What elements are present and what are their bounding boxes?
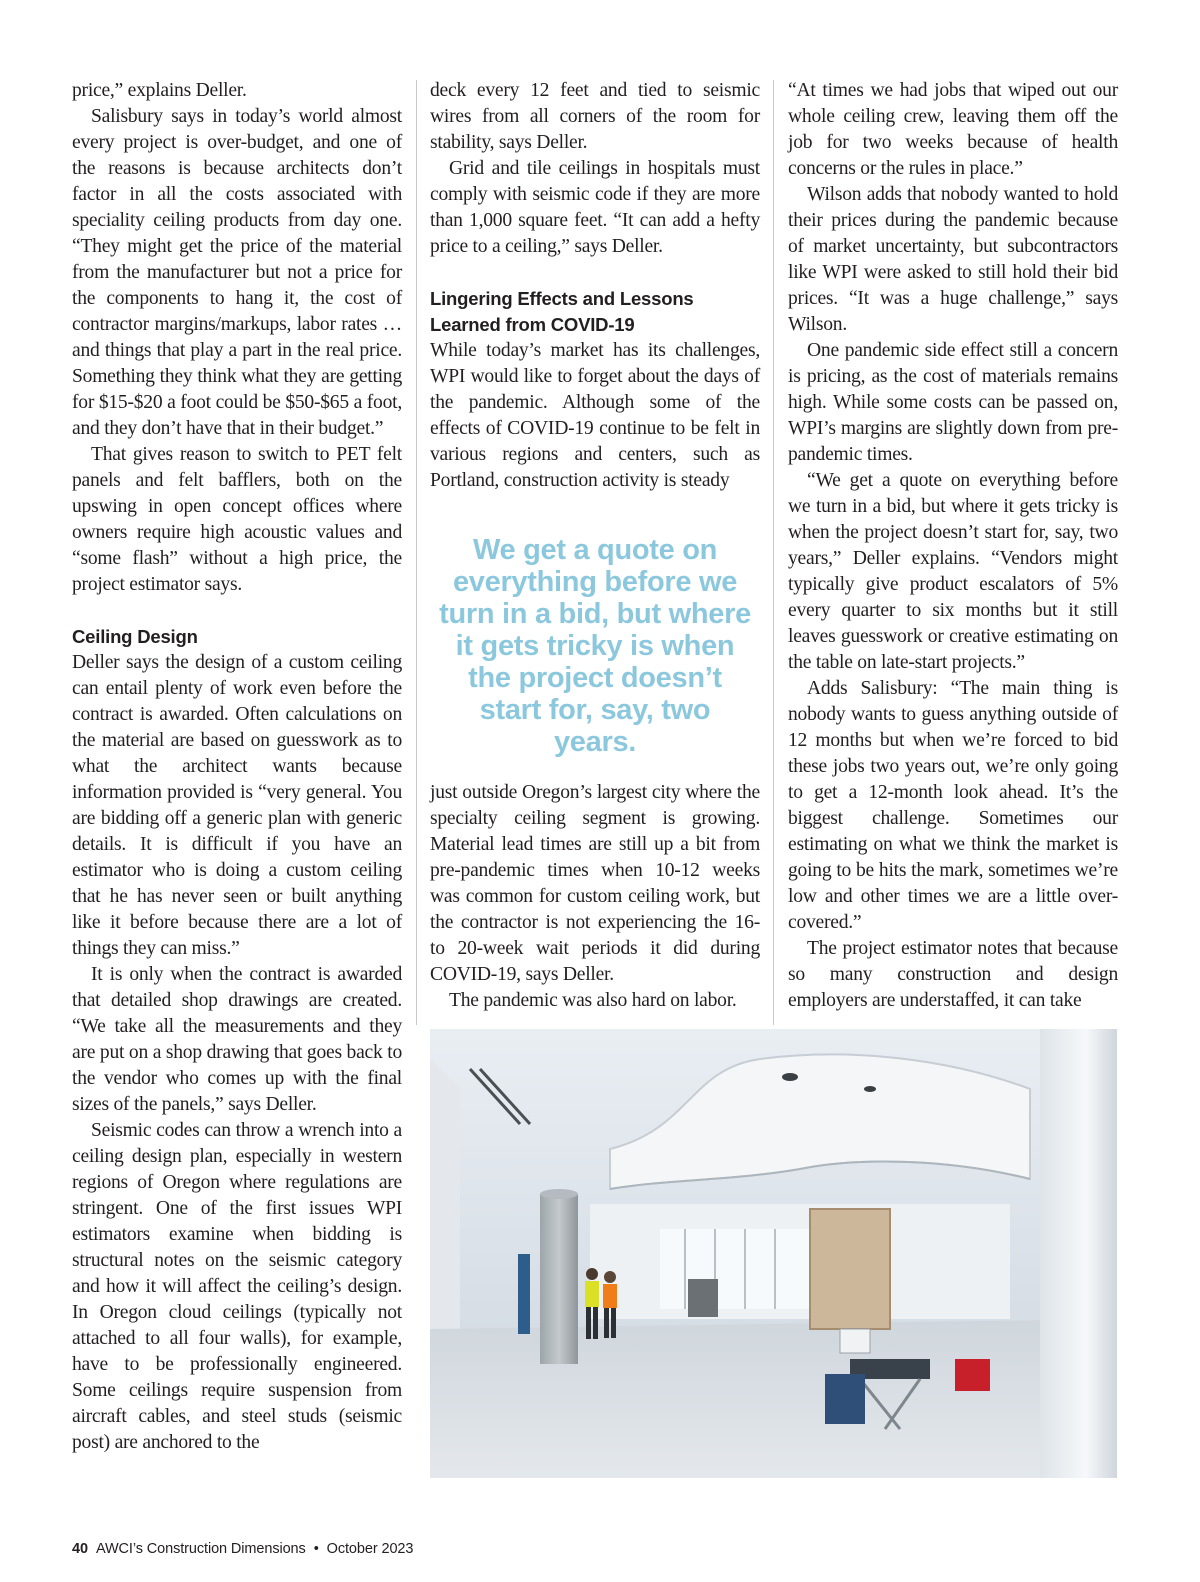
paragraph: The pandemic was also hard on labor. — [449, 990, 737, 1011]
paragraph: price,” explains Deller. — [72, 80, 247, 101]
paragraph: Salisbury says in today’s world almost every project is over-budget, and one of the reasons is because architects don’t factor in all the costs associated with speciality ceiling products from day one. “They might get the price of the material from the manufacturer but not a price for the components to hang it, the cost of contractor margins/markups, labor rates … and things that play a part in the real price. Something they think what they are getting for $15-$20 a foot could be $50-$65 a foot, and they don’t have that in their budget.” — [72, 106, 402, 439]
paragraph: Deller says the design of a custom ceiling can entail plenty of work even before the contract is awarded. Often calculations on the material are based on guesswork as to what the architect wants because information provided is “very general. You are bidding off a generic plan with generic details. It is difficult if you have an estimator who is doing a custom ceiling that he has never seen or built anything like it before because there are a lot of things they can miss.” — [72, 652, 402, 959]
pull-quote: We get a quote on everything before we turn in a bid, but where it gets tricky is when the project doesn’t start for, say, two years. — [439, 534, 751, 758]
footer-separator: • — [313, 1541, 319, 1557]
paragraph: The project estimator notes that because so many construction and design employers are understaffed, it can take — [788, 938, 1118, 1011]
article-column-3 — [788, 78, 1118, 1014]
paragraph: It is only when the contract is awarded that detailed shop drawings are created. “We take all the measurements and they are put on a shop drawing that goes back to the vendor who comes up with the final sizes of the panels,” says Deller. — [72, 964, 402, 1115]
paragraph: “At times we had jobs that wiped out our whole ceiling crew, leaving them off the job for two weeks because of health concerns or the rules in place.” — [788, 80, 1118, 179]
paragraph: Adds Salisbury: “The main thing is nobody wants to guess anything outside of 12 months but when we’re forced to bid these jobs two years out, we’re only going to get a 12-month look ahead. It’s the biggest challenge. Sometimes our estimating on what we think the market is going to be hits the mark, sometimes we’re low and other times we are a little over-covered.” — [788, 678, 1118, 933]
paragraph: Wilson adds that nobody wanted to hold their prices during the pandemic because of market uncertainty, but subcontractors like WPI were asked to still hold their bid prices. “It was a huge challenge,” says Wilson. — [788, 184, 1118, 335]
paragraph: That gives reason to switch to PET felt panels and felt bafflers, both on the upswing in open concept offices where owners require high acoustic values and “some flash” without a high price, the project estimator says. — [72, 444, 402, 595]
column-2-continued — [430, 780, 760, 1014]
paragraph: One pandemic side effect still a concern is pricing, as the cost of materials remains high. While some costs can be passed on, WPI’s margins are slightly down from pre-pandemic times. — [788, 340, 1118, 465]
paragraph: just outside Oregon’s largest city where the specialty ceiling segment is growing. Material lead times are still up a bit from pre-pandemic times when 10-12 weeks was common for custom ceiling work, but the contractor is not experiencing the 16- to 20-week wait periods it did during COVID-19, says Deller. — [430, 782, 760, 985]
column-divider — [773, 80, 774, 1025]
page-footer — [72, 1541, 413, 1557]
photo-illustration — [430, 1029, 1117, 1478]
publication-name: AWCI’s Construction Dimensions — [95, 1541, 306, 1557]
section-heading: Ceiling Design — [72, 626, 198, 647]
column-divider — [416, 80, 417, 1025]
page-number: 40 — [72, 1541, 88, 1557]
paragraph: Grid and tile ceilings in hospitals must comply with seismic code if they are more than 1,000 square feet. “It can add a hefty price to a ceiling,” says Deller. — [430, 158, 760, 257]
paragraph: “We get a quote on everything before we turn in a bid, but where it gets tricky is when the project doesn’t start for, say, two years,” Deller explains. “Vendors might typically give product escalators of 5% every quarter to six months but it still leaves guesswork or creative estimating on the table on late-start projects.” — [788, 470, 1118, 673]
paragraph: Seismic codes can throw a wrench into a ceiling design plan, especially in western regions of Oregon where regulations are stringent. One of the first issues WPI estimators examine when bidding is structural notes on the seismic category and how it will affect the ceiling’s design. In Oregon cloud ceilings (typically not attached to all four walls), for example, have to be professionally engineered. Some ceilings require suspension from aircraft cables, and steel studs (seismic post) are anchored to the — [72, 1120, 402, 1453]
article-column-2 — [430, 78, 760, 1018]
construction-site-photo — [430, 1029, 1117, 1478]
paragraph: deck every 12 feet and tied to seismic wires from all corners of the room for stability, says Deller. — [430, 80, 760, 153]
article-column-1 — [72, 78, 402, 1456]
section-heading: Lingering Effects and Lessons Learned from COVID-19 — [430, 288, 694, 335]
issue-date: October 2023 — [326, 1541, 414, 1557]
paragraph: While today’s market has its challenges, WPI would like to forget about the days of the pandemic. Although some of the effects of COVID-19 continue to be felt in various regions and centers, such as Portland, construction activity is steady — [430, 340, 760, 491]
